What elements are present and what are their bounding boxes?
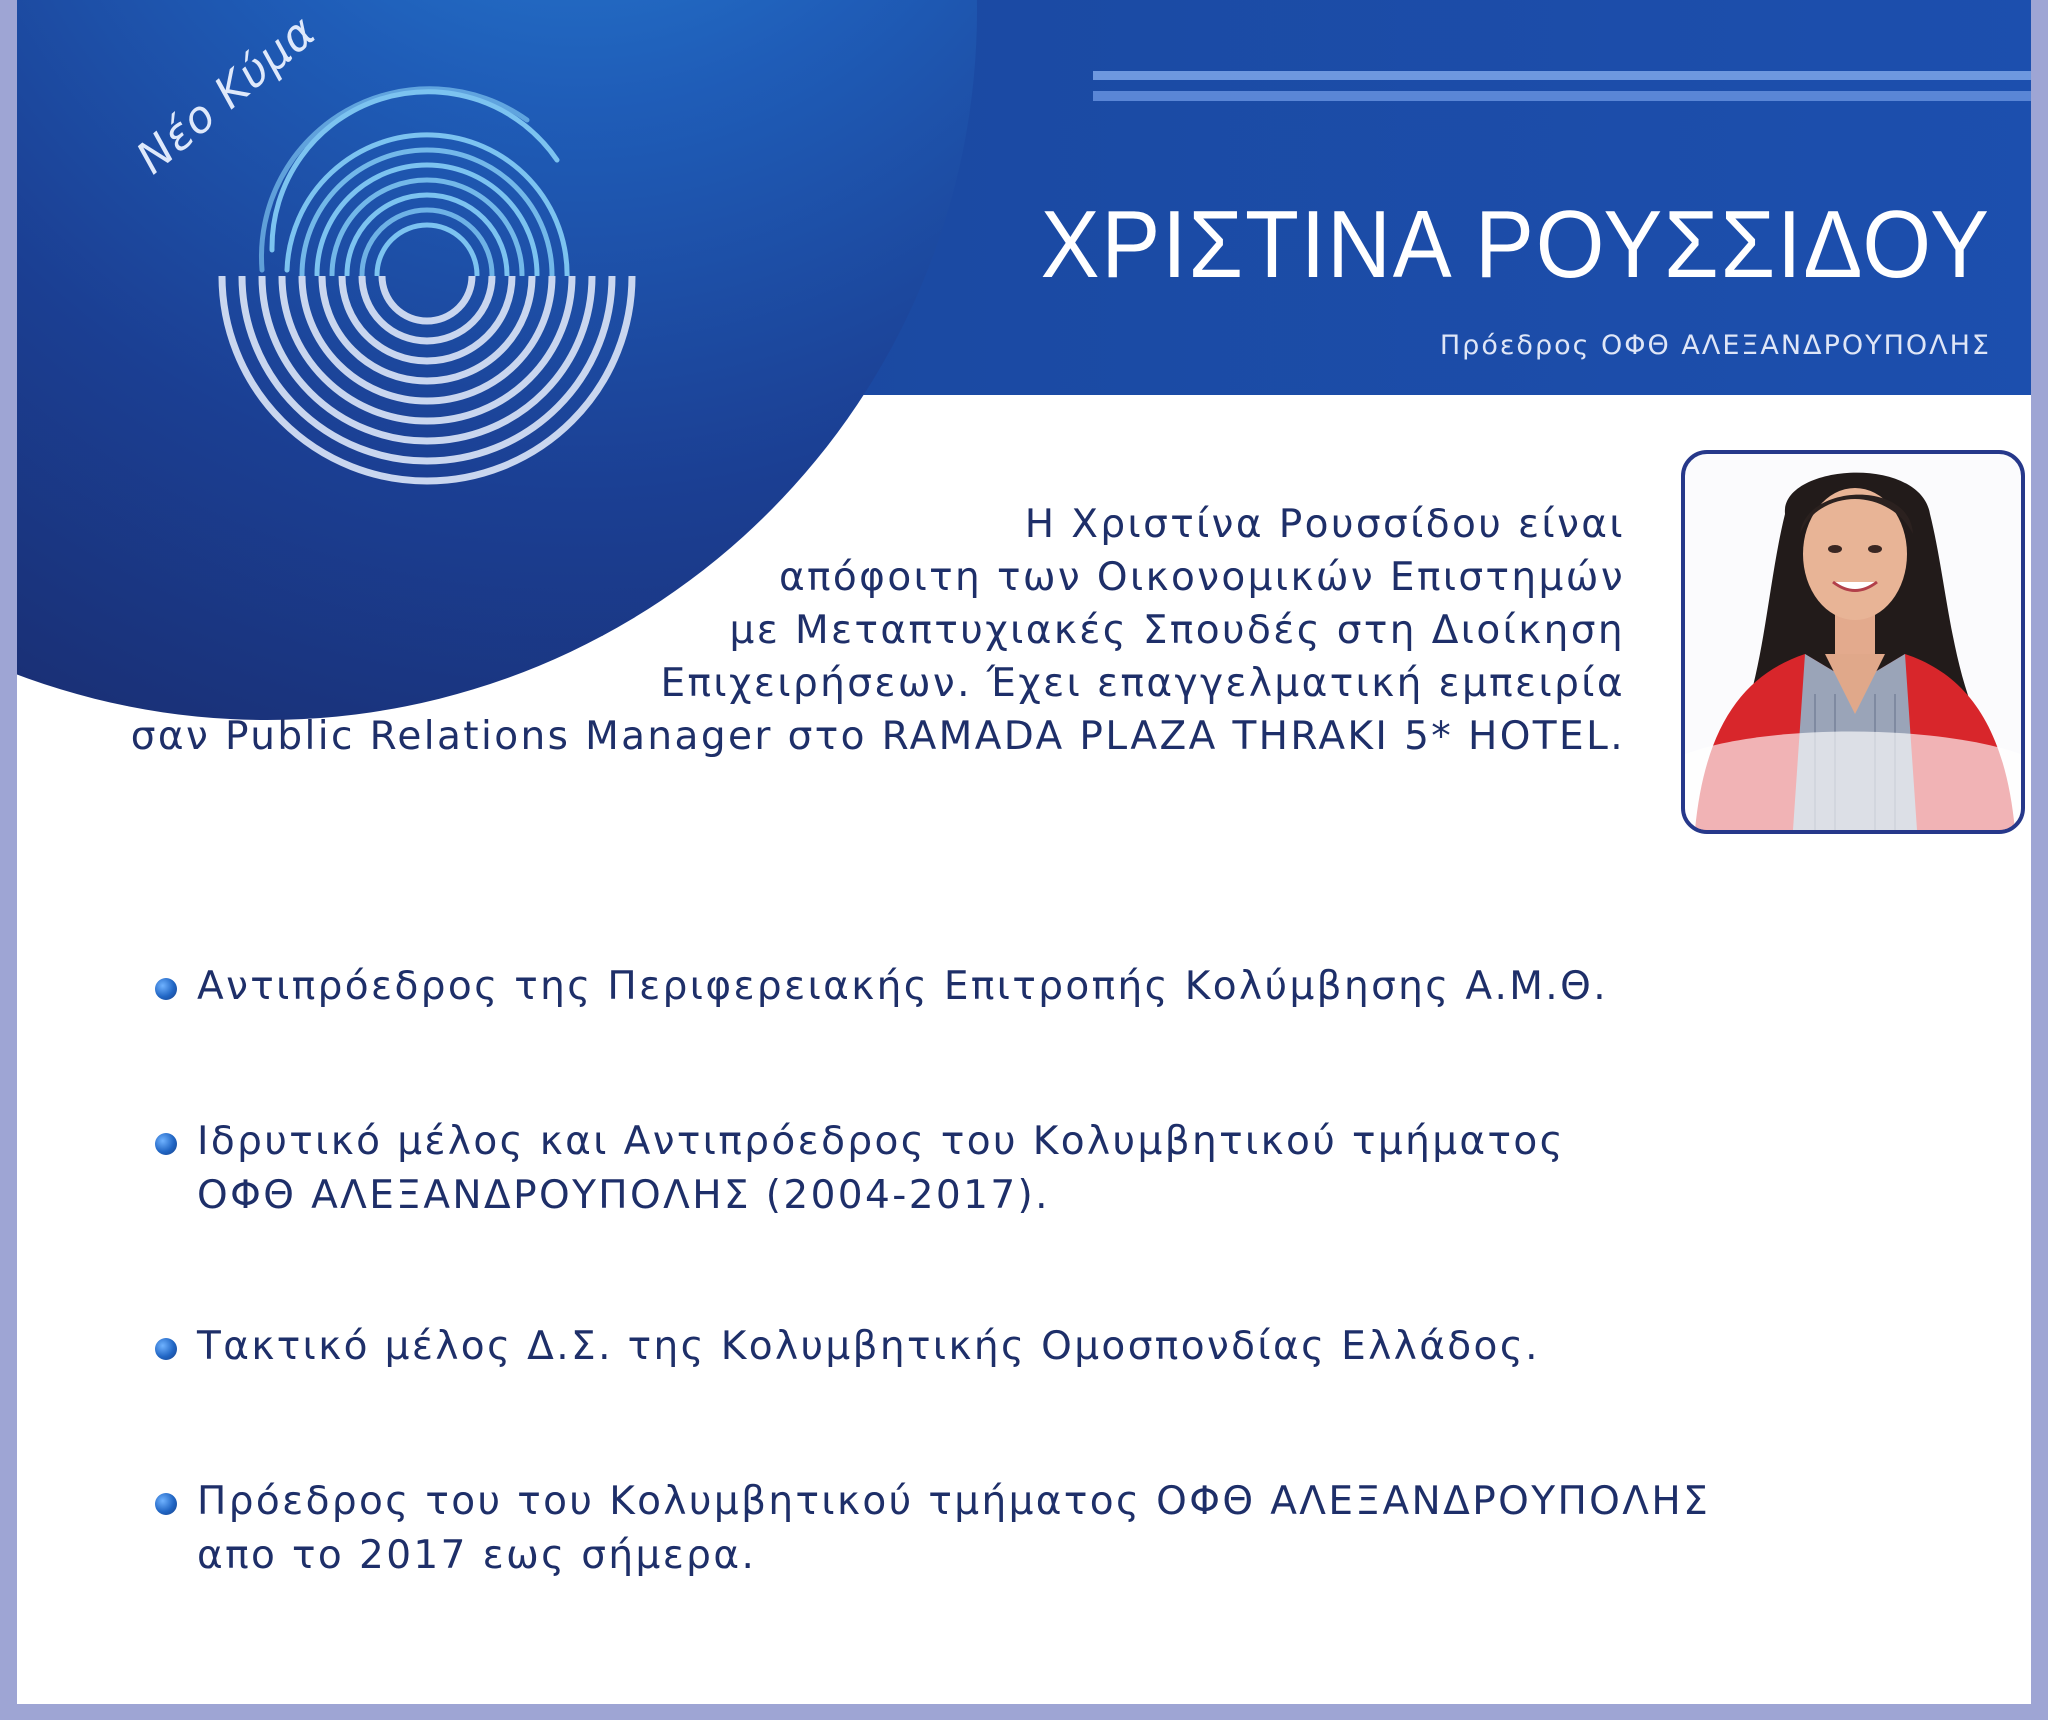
- blue-dot-icon: [155, 1133, 177, 1155]
- list-item-text: Ιδρυτικό μέλος και Αντιπρόεδρος του Κολυμβητικού τμήματος: [197, 1119, 1565, 1164]
- header-stripe: [1093, 91, 2031, 101]
- portrait-frame: [1681, 450, 2025, 834]
- list-item: [155, 960, 1608, 1014]
- list-item: [155, 1475, 1710, 1583]
- bio-line: σαν Public Relations Manager στο RAMADA PLAZA THRAKI 5* HOTEL.: [130, 714, 1625, 759]
- portrait-photo: [1685, 454, 2021, 830]
- bio-line: Επιχειρήσεων. Έχει επαγγελματική εμπειρία: [660, 661, 1625, 706]
- blue-dot-icon: [155, 1338, 177, 1360]
- list-item-text: ΟΦΘ ΑΛΕΞΑΝΔΡΟΥΠΟΛΗΣ (2004-2017).: [197, 1173, 1050, 1218]
- person-role: Πρόεδρος ΟΦΘ ΑΛΕΞΑΝΔΡΟΥΠΟΛΗΣ: [1439, 330, 1991, 361]
- blue-dot-icon: [155, 1493, 177, 1515]
- list-item-text: Πρόεδρος του του Κολυμβητικού τμήματος ΟΦΘ ΑΛΕΞΑΝΔΡΟΥΠΟΛΗΣ: [197, 1479, 1711, 1524]
- list-item-text: απο το 2017 εως σήμερα.: [197, 1533, 757, 1578]
- header-stripe: [1093, 71, 2031, 80]
- bio-line: με Μεταπτυχιακές Σπουδές στη Διοίκηση: [729, 608, 1625, 653]
- list-item-text: Τακτικό μέλος Δ.Σ. της Κολυμβητικής Ομοσπονδίας Ελλάδος.: [197, 1324, 1540, 1369]
- fingerprint-wave-logo-icon: [137, 70, 697, 530]
- logo-text: Νέο Κύμα: [127, 5, 326, 185]
- bio-line: Η Χριστίνα Ρουσσίδου είναι: [1024, 502, 1625, 547]
- bio-paragraph: [25, 498, 1625, 763]
- list-item: [155, 1115, 1565, 1223]
- blue-dot-icon: [155, 978, 177, 1000]
- bio-line: απόφοιτη των Οικονομικών Επιστημών: [778, 555, 1625, 600]
- person-name: ΧΡΙΣΤΙΝΑ ΡΟΥΣΣΙΔΟΥ: [1040, 191, 1991, 298]
- list-item-text: Αντιπρόεδρος της Περιφερειακής Επιτροπής Κολύμβησης Α.Μ.Θ.: [197, 964, 1609, 1009]
- list-item: [155, 1320, 1540, 1374]
- profile-card: [17, 0, 2031, 1704]
- neo-kyma-logo: [127, 5, 697, 534]
